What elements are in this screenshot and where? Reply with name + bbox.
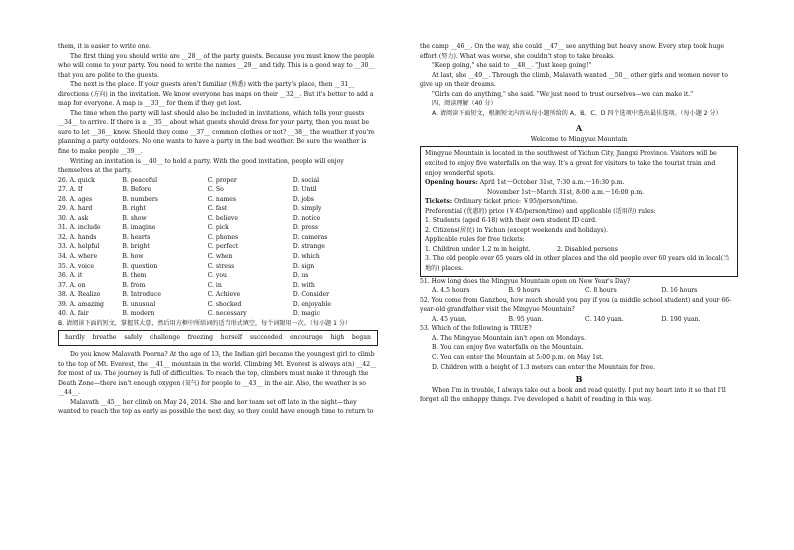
word-bank-item: herself [220,334,243,342]
word-bank-item: began [351,334,371,342]
option-cell: B. right [122,205,146,213]
option-cell: B. imagine [122,224,156,232]
options-row [58,195,378,205]
options-row [58,176,378,186]
option-cell: B. hearts [122,233,151,241]
option-cell: 37. A. on [58,281,86,289]
option: B. 95 yuan. [508,315,544,323]
option-cell: C. fast [207,205,228,213]
option-cell: C. in [207,281,222,289]
hours-line-2: November 1st～March 31st, 8:00 a.m.～16:00 p.m. [487,188,645,196]
passage-paragraph: The time when the party will last should also be included in invitations, which tells your guests __34__ to arrive. If there is a __35__ about what guests should dress for your party, then you must be sure to let __36__ know. Should they come __37__ common clothes or not? __38__ the weather if you're planning a party outdoors. No one wants to have a party in the bad weather. Be sure the weather is fine to make people __39__. [58,109,375,156]
option-cell: C. when [207,253,233,261]
option-cell: D. simply [292,205,322,213]
word-bank-item: challenge [150,334,180,342]
option-cell: C. shocked [207,300,242,308]
option: A. The Mingyue Mountain isn't open on Mondays. [432,334,586,342]
options-row [58,185,378,195]
free-rule-1: 1. Children under 1.2 m in height. [425,245,531,253]
option-cell: D. cameras [292,233,328,241]
preferential-rule-2: 2. Citizens(居民) in Yichun (except weekends and holidays). [425,226,608,234]
passage-paragraph: The first thing you should write are __28__ of the party guests. Because you must know the people who will come to your party. You need to write the names __29__ and tidy. This is a good way to __30__ that you are polite to the guests. [58,52,375,79]
passage-paragraph: Malavath __45__ her climb on May 24, 2014. She and her team set off late in the night—they wanted to reach the top as early as possible the next day, so they could have enough time to return to [58,398,374,416]
passage-paragraph: Writing an invitation is __40__ to hold a party. With the good invitation, people will enjoy themselves at the party. [58,157,344,175]
option-cell: C. proper [207,176,237,184]
option: D. 16 hours [661,287,698,295]
options-row [58,204,378,214]
word-bank-item: freezing [187,334,214,342]
option-cell: B. modern [122,310,155,318]
option: B. You can enjoy five waterfalls on the Mountain. [432,344,584,352]
options-row [58,290,378,300]
section-b-text: When I'm in trouble, I always take out a book and read quietly. I put my heart into it so that I'll forget all the unhappy things. I've developed a habit of reading in this way. [420,386,726,404]
options-row [58,252,378,262]
option-cell: C. pick [207,224,229,232]
word-bank-item: safely [124,334,143,342]
free-rule-2: 2. Disabled persons [557,245,618,253]
left-column [58,42,378,417]
option-cell: 39. A. amazing [58,300,104,308]
option-cell: D. Consider [292,291,330,299]
tickets-label: Tickets: [425,198,453,206]
preferential-rule-1: 1. Students (aged 6-18) with their own student ID card. [425,217,597,225]
option-cell: B. show [122,214,147,222]
hours-label: Opening hours: [425,179,478,187]
passage-paragraph: the camp __46__. On the way, she could __47__ see anything but heavy snow. Every step took huge effort (努力). What was worse, she couldn't stop to take breaks. [420,43,725,60]
right-column [420,42,738,405]
tickets-price: Ordinary ticket price: ￥95/person/time. [454,198,578,206]
passage-paragraph: Do you know Malavath Poorna? At the age of 13, the Indian girl became the youngest girl to climb to the top of Mt. Everest, the __41__ mountain in the world. Climbing Mt. Everest is always a(n) __42__ for most of us. The journey is full of difficulties. To reach the top, climbers must make it through the Death Zone—there isn't enough oxygen (氧气) for people to __43__ in the air. Also, the weather is so __44__. [58,350,377,397]
option-cell: B. bright [122,243,150,251]
word-bank-box [58,330,378,346]
option: D. Children with a height of 1.3 meters can enter the Mountain for free. [432,363,655,371]
section-a-title: Welcome to Mingyue Mountain [530,135,628,143]
option-cell: C. necessary [207,310,247,318]
option-cell: C. Achieve [207,291,241,299]
notice-intro: Mingyue Mountain is located in the southwest of Yichun City, Jiangxi Province. Visitors will be excited to enjoy five waterfalls on the way. It's a great for visitors to take the tourist train and enjoy wonderful spots. [425,150,717,177]
option-cell: 34. A. where [58,253,98,261]
option-cell: 30. A. ask [58,214,89,222]
part4-title: 四、阅读理解（40 分） [432,100,497,108]
options-row [58,242,378,252]
option-cell: C. So [207,186,224,194]
option-cell: B. how [122,253,144,261]
option: A. 4.5 hours [432,287,470,295]
question-53: 53. Which of the following is TRUE? [420,325,532,333]
option-cell: D. us [292,272,309,280]
options-row [58,271,378,281]
options-row [58,300,378,310]
question-52: 52. You come from Ganzhou, how much should you pay if you (a middle school student) and your 66-year-old grandfather visit the Mingyue Mountain? [420,296,732,314]
option-cell: 31. A. include [58,224,101,232]
question-51: 51. How long does the Mingyue Mountain open on New Year's Day? [420,277,631,285]
option-cell: B. them [122,272,147,280]
option-cell: D. enjoyable [292,300,331,308]
option: D. 190 yuan. [661,315,701,323]
option-cell: D. jobs [292,195,314,203]
option-cell: 38. A. Realize [58,291,101,299]
option-cell: C. perfect [207,243,239,251]
option-cell: C. names [207,195,236,203]
option-cell: B. Introduce [122,291,161,299]
option-cell: D. with [292,281,315,289]
question-53-options [420,334,738,372]
options-row [58,214,378,224]
word-bank-item: hardly [65,334,85,342]
options-row [58,262,378,272]
option: C. 140 yuan. [585,315,624,323]
option-cell: 33. A. helpful [58,243,100,251]
option-cell: C. phones [207,233,239,241]
option-cell: D. strange [292,243,325,251]
section-b-letter: B [575,374,583,385]
option-cell: B. unusual [122,300,156,308]
notice-box [420,146,738,276]
passage-paragraph: The next is the place. If your guests aren't familiar (熟悉) with the party's place, then __31__ directions (方向) in the invitation. We know everyone has maps on their __32__. But it's better to add a map for everyone. A map is __33__ for them if they get lost. [58,81,374,108]
option-cell: 27. A. If [58,186,83,194]
passage-line: them, it is easier to write one. [58,43,152,50]
option-cell: 35. A. voice [58,262,94,270]
question-52-options [420,315,738,325]
option-cell: D. social [292,176,320,184]
option: B. 9 hours [508,287,541,295]
cloze-options-table [58,176,378,319]
free-rule-3: 3. The old people over 65 years old in other places and the old people over 60 years old in local(当地的) places. [425,255,730,273]
option-cell: D. Until [292,186,317,194]
options-row [58,309,378,319]
option-cell: C. you [207,272,227,280]
options-row [58,233,378,243]
option-cell: B. Before [122,186,152,194]
option-cell: D. press [292,224,318,232]
section-a-letter: A [575,123,583,134]
option-cell: 28. A. ages [58,195,93,203]
preferential-rules: Preferential (优惠的) price (￥45/person/time) and applicable (适用的) rules: [425,207,656,215]
option-cell: 29. A. hard [58,205,93,213]
hours-line-1: April 1st～October 31st, 7:30 a.m.～16:30 p.m. [479,179,625,187]
word-bank-item: succeeded [249,334,283,342]
passage-paragraph: "Keep going," she said to __48__. "Just keep going!" [432,62,592,70]
option-cell: B. from [122,281,146,289]
free-rules-label: Applicable rules for free tickets: [425,236,525,244]
option-cell: D. which [292,253,320,261]
part4-instructions: A. 请阅读下面短文，根据短文内容从每小题所给的 A、B、C、D 四个选项中选出最佳选项。（每小题 2 分） [432,109,722,117]
option-cell: B. question [122,262,158,270]
options-row [58,281,378,291]
option-cell: C. stress [207,262,235,270]
word-bank-item: breathe [92,334,117,342]
option-cell: B. numbers [122,195,158,203]
word-bank-item: high [330,334,345,342]
section-b-instructions: B. 请阅读下面的短文，掌握其大意，然后用方框中所给词的适当形式填空，每个词限用一次。（每小题 1 分） [58,319,352,327]
option: A. 45 yuan. [432,315,467,323]
option-cell: C. believe [207,214,238,222]
options-row [58,223,378,233]
option-cell: B. peaceful [122,176,158,184]
option-cell: D. sign [292,262,315,270]
option-cell: 40. A. fair [58,310,89,318]
passage-paragraph: "Girls can do anything," she said. "We just need to trust ourselves—we can make it." [432,90,694,98]
option-cell: D. notice [292,214,321,222]
option-cell: 32. A. hands [58,233,97,241]
option: C. You can enter the Mountain at 5:00 p.m. on May 1st. [432,353,604,361]
word-bank-item: encourage [290,334,323,342]
option-cell: 26. A. quick [58,176,95,184]
option-cell: D. magic [292,310,320,318]
option-cell: 36. A. it [58,272,83,280]
passage-paragraph: At last, she __49__. Through the climb, Malavath wanted __50__ other girls and women never to give up on their dreams. [420,71,728,89]
question-51-options [420,286,738,296]
option: C. 8 hours [585,287,617,295]
